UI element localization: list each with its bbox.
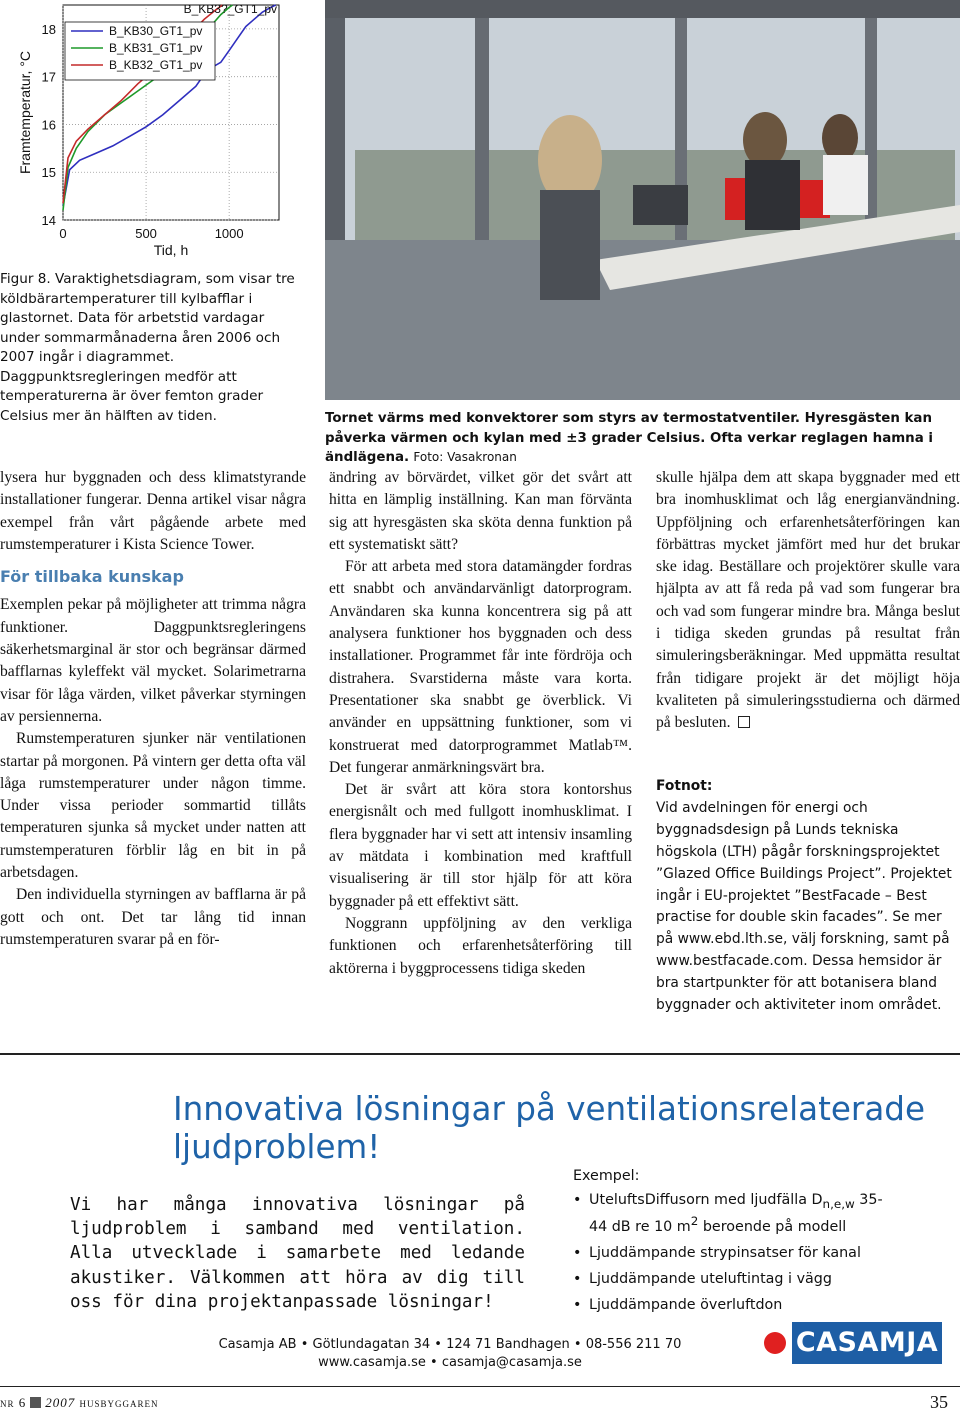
square-icon [30, 1397, 41, 1408]
list-item: • Ljuddämpande överluftdon [573, 1297, 943, 1314]
duration-chart [0, 0, 282, 262]
example-text-rest: 35- [854, 1192, 883, 1208]
y-tick-label: 14 [41, 213, 56, 228]
section-heading: För tillbaka kunskap [0, 567, 184, 587]
footnote-heading: Fotnot: [656, 778, 713, 794]
logo-dot-icon [764, 1332, 786, 1354]
example-text-line2-rest: beroende på modell [698, 1218, 847, 1235]
example-superscript: 2 [690, 1213, 699, 1228]
legend-label-clipped: B_KB3?_GT1_pv [183, 2, 277, 16]
ad-examples [573, 1168, 943, 1323]
legend-label: B_KB32_GT1_pv [109, 58, 203, 72]
list-item [573, 1192, 943, 1236]
photo-caption-text: Tornet värms med konvektorer som styrs av termostatventiler. Hyresgästen kan påverka värmen och kylan med ±3 grader Celsius. Ofta verkar reglagen hamna i ändlägena. [325, 411, 934, 465]
x-tick-label: 0 [59, 226, 67, 241]
article-column-2 [329, 467, 632, 980]
article-paragraph-text: skulle hjälpa dem att skapa byggnader med ett bra inomhusklimat och låg energianvändning. Uppföljning och erfarenhetsåterföringen kan förbättras mycket jämfört med hur det brukar ske idag. Beställare och projektörer skulle vara hjälpta av att få reda på vad som fungerar bra och vad som fungerar mindre bra. Många beslut i tidiga skeden grundas på resultat från simuleringsberäkningar. Med uppmätta resultat från tidigare projekt är det möjligt höja kvaliteten på simuleringsstudierna och därmed på besluten. [656, 469, 960, 732]
list-item: • Ljuddämpande strypinsatser för kanal [573, 1245, 943, 1262]
ad-contact-address: Casamja AB • Götlundagatan 34 • 124 71 Bandhagen • 08-556 211 70 [218, 1337, 682, 1352]
ad-examples-heading: Exempel: [573, 1168, 640, 1184]
footer-rule [0, 1386, 960, 1387]
footnote [656, 776, 956, 1017]
office-photo-illustration [325, 0, 960, 400]
y-tick-label: 15 [41, 165, 56, 181]
office-photo [325, 0, 960, 400]
page-number: 35 [930, 1392, 948, 1412]
article-paragraph: Rumstemperaturen sjunker när ventilationen startar på morgonen. På vintern ger detta ofta väl låga rumstemperaturer under någon timme. Under vissa perioder sommartid tillåts temperaturen sjunka så mycket under natten att rumstemperaturen förblir låg en bit in på arbetsdagen. [0, 730, 306, 882]
legend-label: B_KB30_GT1_pv [109, 24, 203, 38]
article-paragraph: Det är svårt att köra stora kontorshus energisnålt och med fullgott inomhusklimat. I flera byggnader har vi sett att intensiv insamling av mätdata i kombination med kraftfull visualisering är till stor hjälp för att köra byggnader på ett effektivt sätt. [329, 781, 632, 910]
article-column-3 [656, 467, 960, 735]
example-text-line2: 44 dB re 10 m [589, 1218, 691, 1235]
y-axis-label: Framtemperatur, °C [17, 50, 33, 175]
ad-examples-list [573, 1192, 943, 1314]
logo-text: CASAMJA [792, 1322, 942, 1364]
end-mark-icon [738, 716, 750, 728]
article-paragraph: För att arbeta med stora datamängder fordras ett snabbt och användarvänligt datorprogram. Användaren ska kunna koncentrera sig på att analysera funktioner hos byggnaden och dess installationer. Programmet får inte fördröja och distrahera. Svarstiderna måste vara korta. Presentationer ska snabbt ge överblick. Vi använder en uppsättning funktioner, som vi konstruerat med datorprogrammet Matlab™. Det fungerar anmärkningsvärt bra. [329, 558, 632, 776]
list-item: • Ljuddämpande uteluftintag i vägg [573, 1271, 943, 1288]
article-paragraph: lysera hur byggnaden och dess klimatstyrande installationer fungerar. Denna artikel visar några exempel från vårt pågående arbete med rumstemperaturer i Kista Science Tower. [0, 469, 306, 553]
article-paragraph [656, 467, 960, 735]
issue-year: 2007 [45, 1395, 76, 1410]
magazine-name: husbyggaren [79, 1395, 159, 1410]
example-subscript: n,e,w [822, 1196, 855, 1211]
y-tick-label: 18 [41, 21, 56, 37]
y-tick-label: 17 [41, 69, 56, 85]
chart-svg [0, 0, 282, 262]
article-column-1 [0, 467, 306, 951]
figure-caption: Figur 8. Varaktighetsdiagram, som visar tre köldbärartemperaturer till kylbafflar i glastornet. Data för arbetstid vardagar under sommarmånaderna åren 2006 och 2007 ingår i diagrammet. Daggpunktsregleringen medför att temperaturerna är över femton grader Celsius mer än hälften av tiden. [0, 271, 295, 424]
photo-credit: Foto: Vasakronan [413, 450, 517, 464]
article-paragraph: Noggrann uppföljning av den verkliga funktionen och erfarenhetsåterföring till aktörerna i byggprocessens tidiga skeden [329, 914, 632, 977]
y-tick-label: 16 [41, 117, 56, 133]
article-paragraph: ändring av börvärdet, vilket gör det svårt att hitta en lämplig inställning. Kan man förvänta sig att hyresgästen ska sköta denna funktion på ett systematiskt sätt? [329, 469, 632, 553]
ad-title: Innovativa lösningar på ventilationsrelaterade ljudproblem! [173, 1090, 926, 1167]
article-paragraph: Exemplen pekar på möjligheter att trimma några funktioner. Daggpunktsregleringens säkerhetsmarginal är stor och begränsar därmed bafflarnas kyleffekt väl mycket. Solarimetrarna visar för låga värden, vilket påverkar styrningen av persiennerna. [0, 596, 306, 725]
footer-issue [0, 1395, 159, 1411]
casamja-logo [764, 1322, 944, 1364]
issue-number: nr 6 [0, 1395, 27, 1410]
photo-caption [325, 409, 960, 468]
ad-contact-web: www.casamja.se • casamja@casamja.se [318, 1355, 582, 1370]
footnote-text: Vid avdelningen för energi och byggnadsdesign på Lunds tekniska högskola (LTH) pågår forskningsprojektet ”Glazed Office Buildings Project”. Projektet ingår i EU-projektet ”BestFacade – Best practise for double skin facades”. Se mer på www.ebd.lth.se, välj forskning, samt på www.bestfacade.com. Dessa hemsidor är bra startpunkter för att botanisera bland byggnader och aktiviteter inom området. [656, 799, 952, 1014]
article-paragraph: Den individuella styrningen av bafflarna är på gott och ont. Det tar lång tid innan rumstemperaturen svarar på en för- [0, 886, 306, 948]
ad-contact [200, 1336, 700, 1372]
ad-divider [0, 1053, 960, 1055]
x-tick-label: 500 [135, 226, 157, 241]
x-tick-label: 1000 [214, 226, 244, 241]
x-axis-label: Tid, h [153, 242, 189, 258]
ad-body: Vi har många innovativa lösningar på ljudproblem i samband med ventilation. Alla utvecklade i samarbete med ledande akustiker. Välkommen att höra av dig till oss för dina projektanpassade lösningar! [70, 1195, 525, 1312]
example-text: UteluftsDiffusorn med ljudfälla D [589, 1192, 823, 1208]
legend-label: B_KB31_GT1_pv [109, 41, 203, 55]
